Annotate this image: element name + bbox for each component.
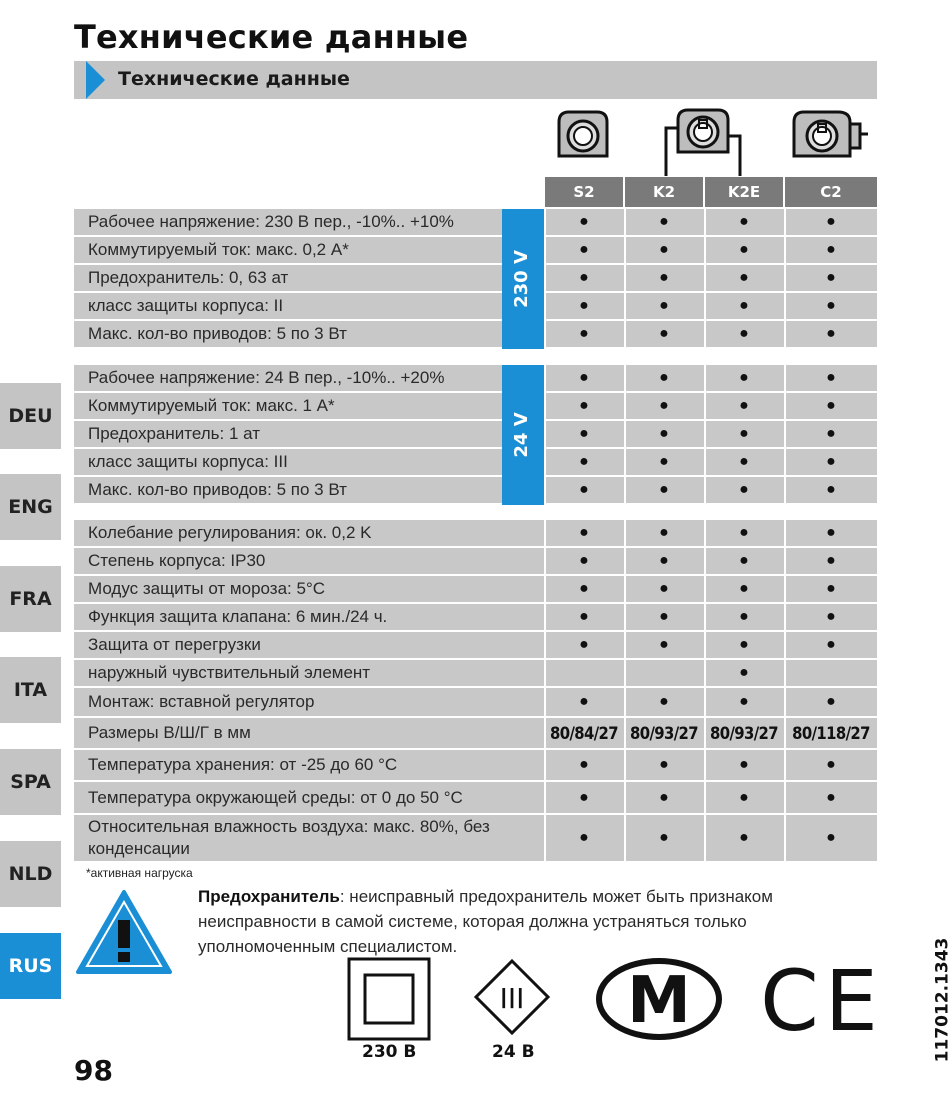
column-header-k2e: K2E — [705, 177, 783, 207]
column-divider — [544, 688, 546, 716]
bullet-mark: ● — [579, 297, 589, 314]
bullet-mark: ● — [739, 397, 749, 414]
column-divider — [624, 576, 626, 602]
column-divider — [704, 209, 706, 235]
bullet-mark: ● — [826, 269, 836, 286]
bullet-mark: ● — [659, 213, 669, 230]
bullet-mark: ● — [659, 369, 669, 386]
bullet-mark: ● — [826, 397, 836, 414]
section-title: Технические данные — [118, 68, 350, 90]
warning-icon — [74, 888, 174, 976]
bullet-mark: ● — [739, 241, 749, 258]
column-divider — [544, 237, 546, 263]
bullet-mark: ● — [739, 481, 749, 498]
class-3-label: 24 В — [492, 1042, 535, 1062]
column-divider — [624, 750, 626, 780]
row-label: класс защиты корпуса: III — [88, 452, 288, 471]
column-divider — [544, 632, 546, 658]
m-mark-letter: M — [627, 964, 691, 1038]
page-number: 98 — [74, 1054, 113, 1087]
row-label: Рабочее напряжение: 24 В пер., -10%.. +20% — [88, 368, 445, 387]
row-label: Степень корпуса: IP30 — [88, 551, 266, 570]
warning-body: : неисправный предохранитель может быть признаком неисправности в самой системе, которая должна устраняться только уполномоченным специалистом. — [198, 887, 773, 956]
row-label: класс защиты корпуса: II — [88, 296, 284, 315]
row-label: Модус защиты от мороза: 5°C — [88, 579, 326, 598]
bullet-mark: ● — [579, 829, 589, 846]
bullet-mark: ● — [659, 788, 669, 806]
column-divider — [704, 421, 706, 447]
column-divider — [704, 750, 706, 780]
column-divider — [544, 393, 546, 419]
table-cell: 80/118/27 — [792, 723, 870, 743]
table-cell: 80/93/27 — [629, 723, 699, 743]
bullet-mark: ● — [659, 481, 669, 498]
bullet-mark: ● — [826, 453, 836, 470]
bullet-mark: ● — [826, 756, 836, 773]
bullet-mark: ● — [826, 213, 836, 230]
bullet-mark: ● — [739, 213, 749, 230]
column-divider — [704, 321, 706, 347]
bullet-mark: ● — [579, 524, 589, 541]
bullet-mark: ● — [739, 580, 749, 597]
column-divider — [704, 782, 706, 813]
bullet-mark: ● — [579, 213, 589, 230]
column-divider — [624, 604, 626, 630]
bullet-mark: ● — [826, 241, 836, 258]
column-divider — [544, 815, 546, 861]
warning-title: Предохранитель — [198, 887, 340, 906]
column-divider — [704, 576, 706, 602]
bullet-mark: ● — [826, 481, 836, 498]
column-divider — [704, 604, 706, 630]
bullet-mark: ● — [826, 829, 836, 846]
row-label: Температура хранения: от -25 до 60 °C — [88, 755, 398, 774]
column-divider — [704, 632, 706, 658]
bullet-mark: ● — [579, 636, 589, 653]
row-label: Функция защита клапана: 6 мин./24 ч. — [88, 607, 388, 626]
column-divider — [784, 688, 786, 716]
bullet-mark: ● — [826, 369, 836, 386]
bullet-mark: ● — [739, 524, 749, 541]
warning-text — [198, 884, 878, 959]
column-divider — [544, 265, 546, 291]
column-divider — [624, 393, 626, 419]
bullet-mark: ● — [739, 269, 749, 286]
column-divider — [624, 548, 626, 574]
row-label: Коммутируемый ток: макс. 0,2 А* — [88, 240, 349, 259]
row-label: Макс. кол-во приводов: 5 по 3 Вт — [88, 324, 347, 343]
column-divider — [544, 750, 546, 780]
column-divider — [544, 548, 546, 574]
bullet-mark: ● — [826, 425, 836, 442]
column-divider — [784, 782, 786, 813]
bullet-mark: ● — [579, 788, 589, 806]
bullet-mark: ● — [826, 552, 836, 569]
column-divider — [784, 632, 786, 658]
column-divider — [704, 449, 706, 475]
table-cell: 80/93/27 — [709, 723, 779, 743]
bullet-mark: ● — [739, 453, 749, 470]
device-k2-icon — [660, 104, 746, 178]
row-label: Колебание регулирования: ок. 0,2 K — [88, 523, 372, 542]
bullet-mark: ● — [579, 481, 589, 498]
column-divider — [784, 421, 786, 447]
column-divider — [624, 421, 626, 447]
column-divider — [544, 365, 546, 391]
bullet-mark: ● — [826, 693, 836, 710]
column-divider — [784, 815, 786, 861]
bullet-mark: ● — [739, 693, 749, 710]
column-divider — [704, 718, 706, 748]
bullet-mark: ● — [826, 297, 836, 314]
bullet-mark: ● — [659, 297, 669, 314]
bullet-mark: ● — [826, 524, 836, 541]
column-divider — [784, 604, 786, 630]
bullet-mark: ● — [739, 608, 749, 625]
column-divider — [704, 815, 706, 861]
bullet-mark: ● — [659, 453, 669, 470]
section-arrow-icon — [86, 61, 105, 99]
column-divider — [624, 237, 626, 263]
bullet-mark: ● — [579, 425, 589, 442]
column-divider — [784, 209, 786, 235]
class-2-label: 230 В — [362, 1042, 417, 1062]
ce-mark-icon — [760, 952, 884, 1050]
bullet-mark: ● — [579, 397, 589, 414]
bullet-mark: ● — [826, 788, 836, 806]
column-divider — [784, 237, 786, 263]
bullet-mark: ● — [659, 397, 669, 414]
voltage-label: 24 V — [511, 412, 532, 458]
bullet-mark: ● — [579, 580, 589, 597]
language-tab-ita[interactable]: ITA — [0, 657, 61, 723]
bullet-mark: ● — [659, 524, 669, 541]
footnote: *активная нагруска — [86, 866, 193, 880]
bullet-mark: ● — [579, 369, 589, 386]
bullet-mark: ● — [826, 608, 836, 625]
column-divider — [544, 477, 546, 503]
device-s2-icon — [555, 108, 611, 160]
column-divider — [784, 293, 786, 319]
bullet-mark: ● — [659, 425, 669, 442]
table-cell — [785, 660, 877, 686]
bullet-mark: ● — [579, 608, 589, 625]
bullet-mark: ● — [826, 636, 836, 653]
column-divider — [544, 209, 546, 235]
column-header-s2: S2 — [545, 177, 623, 207]
language-tab-deu[interactable]: DEU — [0, 383, 61, 449]
bullet-mark: ● — [579, 552, 589, 569]
m-mark-icon — [595, 958, 723, 1040]
column-divider — [784, 321, 786, 347]
bullet-mark: ● — [659, 580, 669, 597]
bullet-mark: ● — [739, 369, 749, 386]
column-divider — [784, 520, 786, 546]
bullet-mark: ● — [739, 552, 749, 569]
column-divider — [544, 520, 546, 546]
column-divider — [624, 477, 626, 503]
column-divider — [624, 688, 626, 716]
column-divider — [624, 815, 626, 861]
language-tab-fra[interactable]: FRA — [0, 566, 61, 632]
bullet-mark: ● — [579, 756, 589, 773]
column-divider — [624, 520, 626, 546]
row-label: Относительная влажность воздуха: макс. 80%, без конденсации — [88, 817, 490, 858]
column-divider — [784, 750, 786, 780]
column-divider — [784, 393, 786, 419]
column-divider — [624, 293, 626, 319]
column-divider — [624, 365, 626, 391]
language-tab-eng[interactable]: ENG — [0, 474, 61, 540]
column-divider — [784, 265, 786, 291]
bullet-mark: ● — [739, 756, 749, 773]
column-divider — [704, 237, 706, 263]
column-divider — [784, 449, 786, 475]
table-cell — [625, 660, 703, 686]
column-divider — [704, 293, 706, 319]
column-divider — [704, 520, 706, 546]
row-label: наружный чувствительный элемент — [88, 663, 371, 682]
class-3-mark: III — [499, 982, 525, 1015]
column-divider — [624, 209, 626, 235]
column-divider — [544, 293, 546, 319]
bullet-mark: ● — [826, 325, 836, 342]
column-divider — [784, 576, 786, 602]
bullet-mark: ● — [659, 693, 669, 710]
column-divider — [544, 604, 546, 630]
bullet-mark: ● — [739, 788, 749, 806]
row-label: Защита от перегрузки — [88, 635, 261, 654]
document-number: 117012.1343 — [932, 937, 952, 1063]
column-divider — [544, 782, 546, 813]
bullet-mark: ● — [739, 636, 749, 653]
column-divider — [784, 477, 786, 503]
language-tab-nld[interactable]: NLD — [0, 841, 61, 907]
bullet-mark: ● — [579, 693, 589, 710]
column-divider — [624, 449, 626, 475]
column-divider — [624, 632, 626, 658]
bullet-mark: ● — [659, 636, 669, 653]
column-divider — [624, 718, 626, 748]
row-label: Размеры В/Ш/Г в мм — [88, 723, 251, 742]
language-tab-spa[interactable]: SPA — [0, 749, 61, 815]
column-divider — [544, 576, 546, 602]
bullet-mark: ● — [659, 829, 669, 846]
column-divider — [704, 477, 706, 503]
column-divider — [544, 321, 546, 347]
bullet-mark: ● — [659, 269, 669, 286]
bullet-mark: ● — [579, 269, 589, 286]
protection-class-2-icon — [347, 957, 431, 1041]
table-cell: 80/84/27 — [549, 723, 619, 743]
bullet-mark: ● — [659, 325, 669, 342]
column-divider — [704, 393, 706, 419]
bullet-mark: ● — [659, 608, 669, 625]
column-divider — [624, 321, 626, 347]
bullet-mark: ● — [739, 297, 749, 314]
column-divider — [784, 718, 786, 748]
row-label: Макс. кол-во приводов: 5 по 3 Вт — [88, 480, 347, 499]
bullet-mark: ● — [739, 829, 749, 846]
column-divider — [624, 265, 626, 291]
table-cell — [545, 660, 623, 686]
bullet-mark: ● — [579, 241, 589, 258]
column-divider — [784, 548, 786, 574]
bullet-mark: ● — [826, 580, 836, 597]
protection-class-3-icon — [472, 957, 552, 1037]
column-divider — [704, 688, 706, 716]
row-label: Коммутируемый ток: макс. 1 А* — [88, 396, 335, 415]
row-label: Предохранитель: 1 ат — [88, 424, 260, 443]
bullet-mark: ● — [659, 241, 669, 258]
column-divider — [704, 265, 706, 291]
bullet-mark: ● — [739, 325, 749, 342]
bullet-mark: ● — [659, 756, 669, 773]
column-header-c2: C2 — [785, 177, 877, 207]
row-label: Предохранитель: 0, 63 ат — [88, 268, 289, 287]
voltage-label: 230 V — [511, 250, 532, 308]
column-divider — [544, 421, 546, 447]
ce-mark-letters: CE — [760, 952, 884, 1050]
language-tab-rus[interactable]: RUS — [0, 933, 61, 999]
bullet-mark: ● — [739, 664, 749, 681]
column-divider — [544, 449, 546, 475]
column-divider — [544, 660, 546, 686]
device-c2-icon — [790, 108, 870, 160]
column-divider — [784, 660, 786, 686]
column-divider — [704, 548, 706, 574]
bullet-mark: ● — [579, 325, 589, 342]
column-header-k2: K2 — [625, 177, 703, 207]
row-label: Рабочее напряжение: 230 В пер., -10%.. +10% — [88, 212, 454, 231]
column-divider — [624, 782, 626, 813]
column-divider — [704, 365, 706, 391]
row-label: Температура окружающей среды: от 0 до 50 °C — [88, 787, 463, 807]
bullet-mark: ● — [579, 453, 589, 470]
bullet-mark: ● — [659, 552, 669, 569]
bullet-mark: ● — [739, 425, 749, 442]
column-divider — [784, 365, 786, 391]
column-divider — [704, 660, 706, 686]
page-title: Технические данные — [74, 18, 469, 56]
row-label: Монтаж: вставной регулятор — [88, 692, 315, 711]
column-divider — [544, 718, 546, 748]
column-divider — [624, 660, 626, 686]
